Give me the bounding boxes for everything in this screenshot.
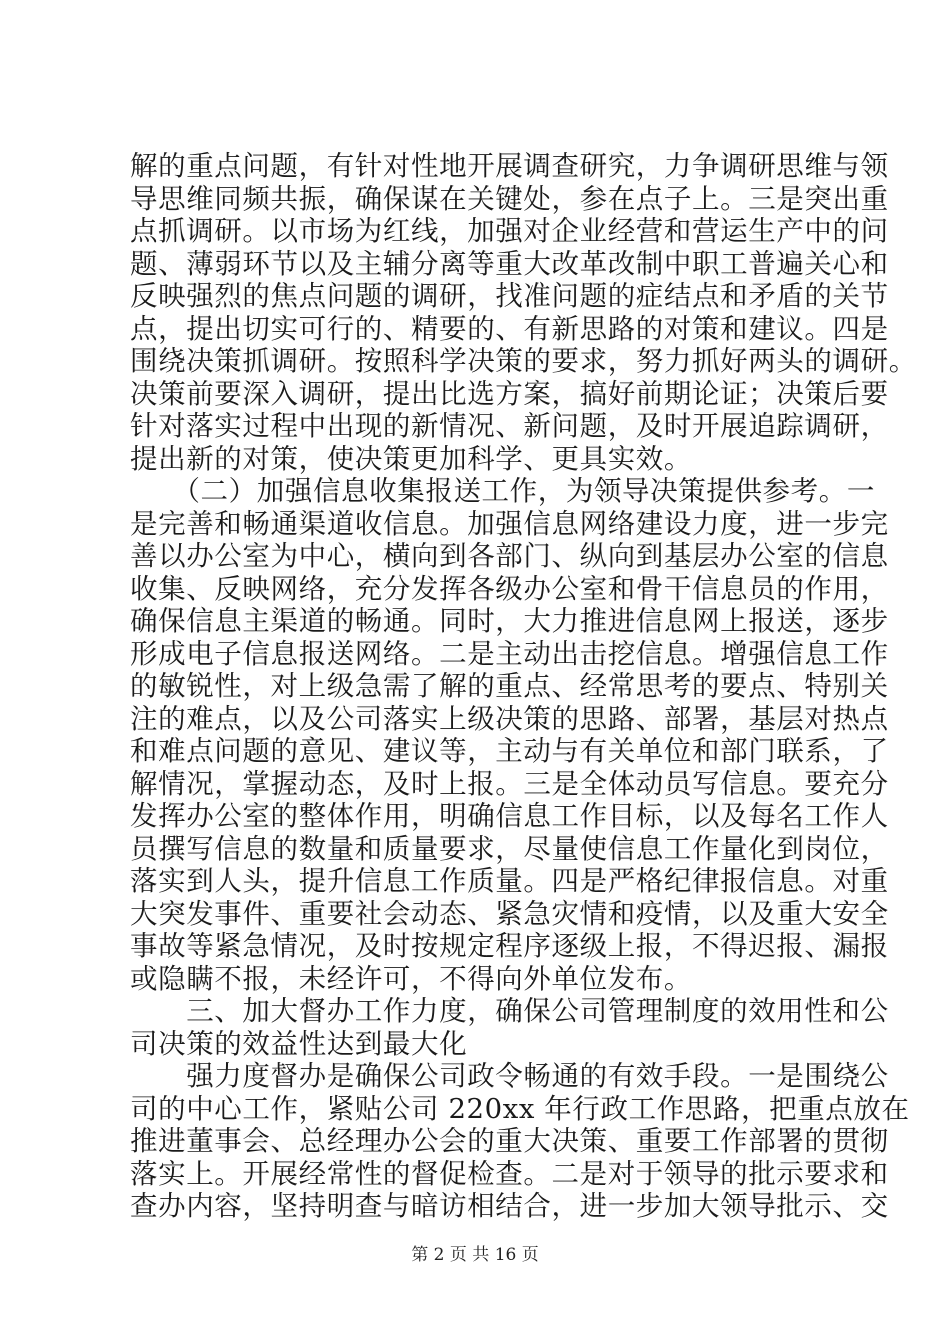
text-line: 决策前要深入调研，提出比选方案，搞好前期论证；决策后要 [130,377,889,410]
text-line: 三、加大督办工作力度，确保公司管理制度的效用性和公 [130,995,889,1027]
text-line: 大突发事件、重要社会动态、紧急灾情和疫情，以及重大安全 [130,897,889,930]
text-line: 司的中心工作，紧贴公司 220xx 年行政工作思路，把重点放在 [130,1092,910,1125]
text-line: 题、薄弱环节以及主辅分离等重大改革改制中职工普遍关心和 [130,247,889,280]
document-body [130,150,917,1223]
text-line: 反映强烈的焦点问题的调研，找准问题的症结点和矛盾的关节 [130,280,889,312]
text-line: 收集、反映网络，充分发挥各级办公室和骨干信息员的作用， [130,572,889,605]
text-line: 导思维同频共振，确保谋在关键处，参在点子上。三是突出重 [130,182,889,215]
text-line: 注的难点，以及公司落实上级决策的思路、部署，基层对热点 [130,702,889,735]
text-line: 围绕决策抓调研。按照科学决策的要求，努力抓好两头的调研。 [130,345,917,377]
text-line: 或隐瞒不报，未经许可，不得向外单位发布。 [130,962,692,995]
text-line: 强力度督办是确保公司政令畅通的有效手段。一是围绕公 [130,1060,889,1092]
text-line: 落实到人头，提升信息工作质量。四是严格纪律报信息。对重 [130,865,889,897]
text-line: 形成电子信息报送网络。二是主动出击挖信息。增强信息工作 [130,637,889,670]
text-line: 发挥办公室的整体作用，明确信息工作目标，以及每名工作人 [130,800,889,832]
text-line: 针对落实过程中出现的新情况、新问题，及时开展追踪调研， [130,410,889,442]
text-line: 事故等紧急情况，及时按规定程序逐级上报，不得迟报、漏报 [130,930,889,962]
text-line: 确保信息主渠道的畅通。同时，大力推进信息网上报送，逐步 [130,605,889,637]
text-line: 解的重点问题，有针对性地开展调查研究，力争调研思维与领 [130,150,889,182]
text-line: 善以办公室为中心，横向到各部门、纵向到基层办公室的信息 [130,540,889,572]
text-line: 点，提出切实可行的、精要的、有新思路的对策和建议。四是 [130,312,889,345]
text-line: 是完善和畅通渠道收信息。加强信息网络建设力度，进一步完 [130,507,889,540]
text-line: 和难点问题的意见、建议等，主动与有关单位和部门联系，了 [130,735,889,767]
text-line: 解情况，掌握动态，及时上报。三是全体动员写信息。要充分 [130,767,889,800]
text-line: 推进董事会、总经理办公会的重大决策、重要工作部署的贯彻 [130,1125,889,1157]
text-line: 的敏锐性，对上级急需了解的重点、经常思考的要点、特别关 [130,670,889,702]
text-line: 司决策的效益性达到最大化 [130,1027,468,1060]
text-line: 落实上。开展经常性的督促检查。二是对于领导的批示要求和 [130,1157,889,1190]
text-line: 提出新的对策，使决策更加科学、更具实效。 [130,442,692,475]
text-line: （二）加强信息收集报送工作，为领导决策提供参考。一 [130,475,875,507]
text-line: 查办内容，坚持明查与暗访相结合，进一步加大领导批示、交 [130,1190,889,1222]
text-line: 点抓调研。以市场为红线，加强对企业经营和营运生产中的问 [130,215,889,247]
page-footer: 第 2 页 共 16 页 [411,1245,539,1265]
text-line: 员撰写信息的数量和质量要求，尽量使信息工作量化到岗位， [130,832,889,865]
